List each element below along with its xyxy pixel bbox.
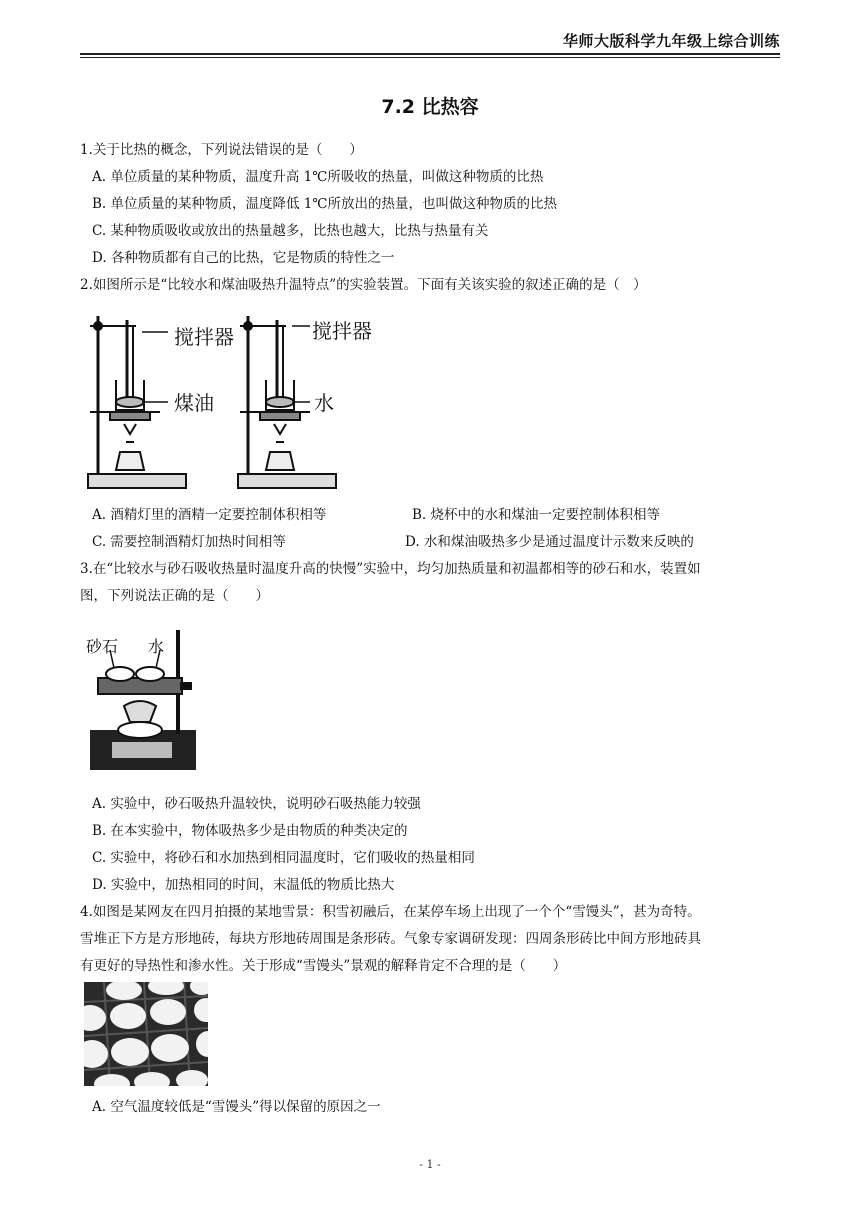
question-1-stem: 1.关于比热的概念，下列说法错误的是（ ） <box>80 142 363 158</box>
question-1-option-c: C. 某种物质吸收或放出的热量越多，比热也越大，比热与热量有关 <box>92 223 489 239</box>
question-4-stem-line-2: 雪堆正下方是方形地砖，每块方形地砖周围是条形砖。气象专家调研发现：四周条形砖比中间方形地砖具 <box>80 931 701 947</box>
question-2-option-b: B. 烧杯中的水和煤油一定要控制体积相等 <box>412 507 661 523</box>
question-4-option-a: A. 空气温度较低是“雪馒头”得以保留的原因之一 <box>92 1099 381 1115</box>
question-2-stem: 2.如图所示是“比较水和煤油吸热升温特点”的实验装置。下面有关该实验的叙述正确的是（ ） <box>80 277 647 293</box>
question-4-stem-line-3: 有更好的导热性和渗水性。关于形成“雪馒头”景观的解释肯定不合理的是（ ） <box>80 958 567 974</box>
question-2-figure <box>80 302 380 498</box>
question-1-option-a: A. 单位质量的某种物质，温度升高 1℃所吸收的热量，叫做这种物质的比热 <box>92 169 544 185</box>
document-title: 7.2 比热容 <box>381 96 479 118</box>
label-sand: 砂石 <box>86 637 119 656</box>
question-3-option-d: D. 实验中，加热相同的时间，末温低的物质比热大 <box>92 877 395 893</box>
question-2-option-a: A. 酒精灯里的酒精一定要控制体积相等 <box>92 507 327 523</box>
label-water-q3: 水 <box>148 637 165 656</box>
page-number: - 1 - <box>419 1158 441 1171</box>
question-1-option-b: B. 单位质量的某种物质，温度降低 1℃所放出的热量，也叫做这种物质的比热 <box>92 196 557 212</box>
question-3-option-c: C. 实验中，将砂石和水加热到相同温度时，它们吸收的热量相同 <box>92 850 475 866</box>
question-4-stem-line-1: 4.如图是某网友在四月拍摄的某地雪景：积雪初融后，在某停车场上出现了一个个“雪馒头”，甚为奇特。 <box>80 904 701 920</box>
question-3-stem-line-1: 3.在“比较水与砂石吸收热量时温度升高的快慢”实验中，均匀加热质量和初温都相等的砂石和水，装置如 <box>80 561 701 577</box>
question-3-stem-line-2: 图，下列说法正确的是（ ） <box>80 588 269 604</box>
question-4-snow-photo <box>84 982 208 1086</box>
label-stirrer-right: 搅拌器 <box>312 319 372 343</box>
label-stirrer-left: 搅拌器 <box>174 325 234 349</box>
label-kerosene: 煤油 <box>174 391 214 415</box>
kerosene-apparatus <box>88 316 186 488</box>
question-3-option-b: B. 在本实验中，物体吸热多少是由物质的种类决定的 <box>92 823 408 839</box>
question-2-option-c: C. 需要控制酒精灯加热时间相等 <box>92 534 286 550</box>
question-3-figure <box>84 626 200 774</box>
question-3-option-a: A. 实验中，砂石吸热升温较快，说明砂石吸热能力较强 <box>92 796 421 812</box>
label-water: 水 <box>314 391 334 415</box>
header-rule-thick <box>80 53 780 55</box>
header-rule-thin <box>80 57 780 58</box>
question-1-option-d: D. 各种物质都有自己的比热，它是物质的特性之一 <box>92 250 395 266</box>
header-title: 华师大版科学九年级上综合训练 <box>562 32 780 50</box>
question-2-option-d: D. 水和煤油吸热多少是通过温度计示数来反映的 <box>405 534 694 550</box>
